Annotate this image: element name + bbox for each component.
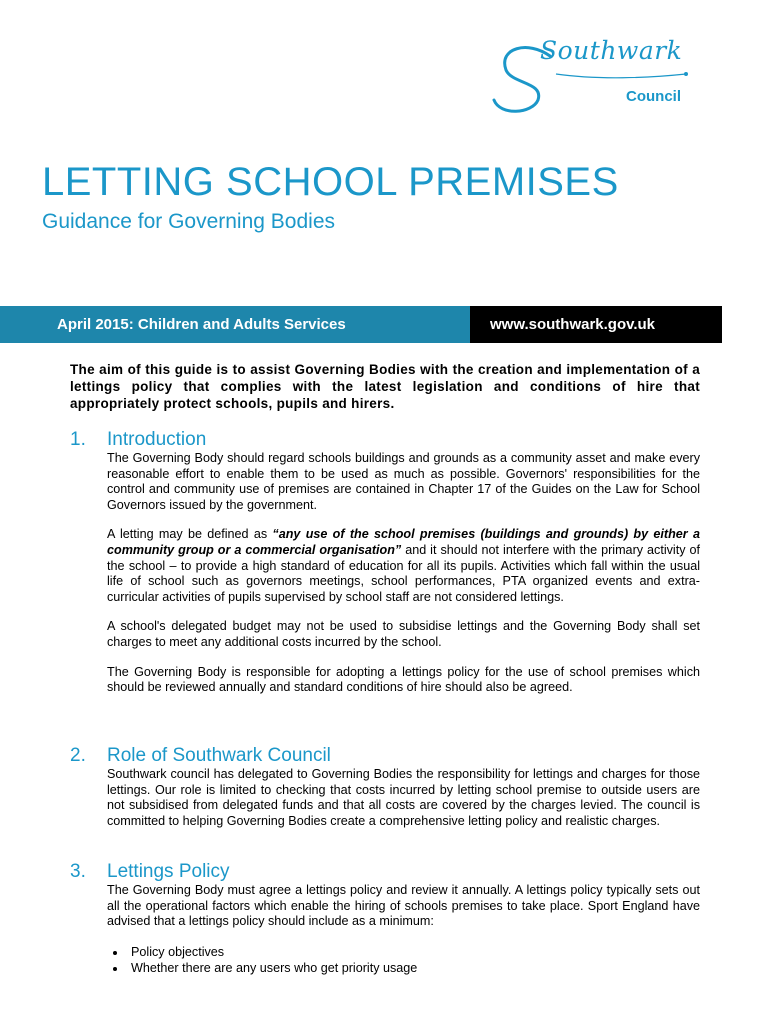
text-run: and it should not interfere with the primary activity of the school – to provide a high standard of education for all its pupils. Activities which fall within the usual life of school such as governors meetings, school performances, PTA organized events and extra-curricular activities of pupils supervised by school staff are not considered lettings. [107, 542, 701, 604]
logo-wordmark: Southwark [540, 36, 683, 65]
paragraph: Southwark council has delegated to Governing Bodies the responsibility for lettings and charges for those lettings. Our role is limited to checking that costs incurred by letting school premise to outside users are not subsidised from delegated funds and that all costs are covered by the charges levied. The council is committed to helping Governing Bodies create a comprehensive letting policy and realistic charges. [107, 767, 700, 828]
section-number: 1. [70, 429, 86, 450]
paragraph-letting-definition [107, 527, 700, 605]
section-heading [70, 745, 700, 767]
section-title: Role of Southwark Council [107, 745, 331, 766]
section-title: Lettings Policy [107, 861, 230, 882]
intro-paragraph: The aim of this guide is to assist Governing Bodies with the creation and implementation of a lettings policy that complies with the latest legislation and conditions of hire that appropriately protect schools, pupils and hirers. [70, 362, 700, 411]
bullet-list [107, 944, 700, 977]
paragraph: The Governing Body is responsible for adopting a lettings policy for the use of school premises which should be reviewed annually and standard conditions of hire should also be agreed. [107, 664, 700, 695]
section-introduction [70, 429, 700, 710]
text-run: A letting may be defined as [107, 527, 273, 542]
page-subtitle: Guidance for Governing Bodies [42, 210, 336, 233]
list-item: • Policy objectives [127, 944, 700, 961]
section-role-of-council [70, 745, 700, 843]
website-link[interactable]: www.southwark.gov.uk [470, 306, 722, 343]
section-number: 3. [70, 861, 86, 882]
paragraph: A school's delegated budget may not be used to subsidise lettings and the Governing Body shall set charges to meet any additional costs incurred by the school. [107, 619, 700, 649]
section-number: 2. [70, 745, 86, 766]
list-item: • Whether there are any users who get priority usage [127, 960, 700, 977]
section-lettings-policy [70, 861, 700, 977]
definition-quote: “any use of the school premises (buildings and grounds) by either a community group or a commercial organisation” [107, 527, 700, 557]
paragraph: The Governing Body must agree a lettings policy and review it annually. A lettings policy typically sets out all the operational factors which enable the hiring of schools premises to take place. Sport England have advised that a lettings policy should include as a minimum: [107, 883, 700, 929]
page-title: LETTING SCHOOL PREMISES [42, 160, 619, 204]
date-department-band: April 2015: Children and Adults Services [0, 306, 470, 343]
paragraph: The Governing Body should regard schools buildings and grounds as a community asset and make every reasonable effort to enable them to be used as much as possible. Governors' responsibilities for the control and community use of premises are contained in Chapter 17 of the Guides on the Law for School Governors issued by the government. [107, 451, 700, 512]
section-heading [70, 861, 700, 883]
section-heading [70, 429, 700, 451]
logo-council-label: Council [626, 88, 681, 105]
southwark-council-logo [488, 34, 698, 124]
section-title: Introduction [107, 429, 207, 450]
